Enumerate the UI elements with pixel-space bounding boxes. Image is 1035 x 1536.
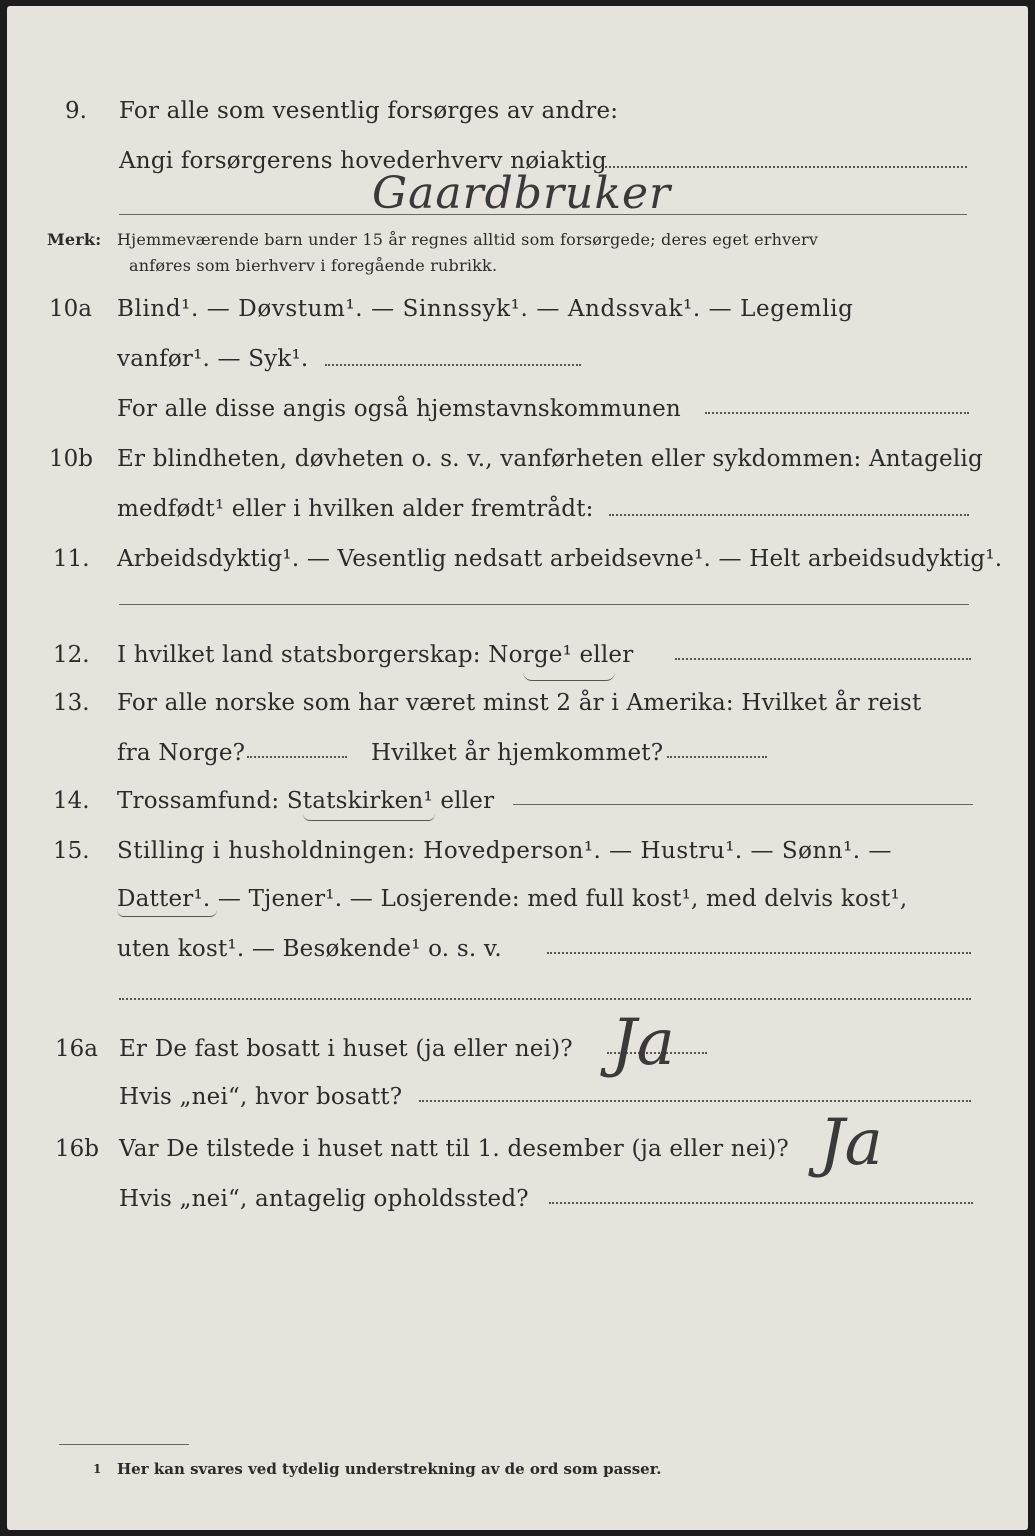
q9-answer-line [119, 214, 967, 215]
q16b-handwritten-answer: Ja [819, 1106, 883, 1180]
q16b-line1: Var De tilstede i huset natt til 1. desember (ja eller nei)? [119, 1136, 789, 1162]
q9-text: For alle som vesentlig forsørges av andre: [119, 98, 619, 124]
q10a-line2: vanfør¹. — Syk¹. [117, 346, 309, 372]
q10a-dotted-line [325, 364, 581, 366]
q16a-number: 16a [55, 1036, 98, 1062]
q9-handwritten-answer: Gaardbruker [372, 168, 672, 219]
q12-dotted-line [675, 658, 971, 660]
q15-number: 15. [53, 838, 90, 864]
q13-line1: For alle norske som har været minst 2 år i Amerika: Hvilket år reist [117, 690, 922, 716]
footnote-mark: 1 [93, 1462, 102, 1476]
q10b-dotted-line [609, 514, 969, 516]
q15-underline-mark [117, 910, 217, 917]
merk-line2: anføres som bierhverv i foregående rubrikk. [129, 256, 498, 275]
q13-departure-line [247, 756, 347, 758]
q12-number: 12. [53, 642, 90, 668]
q11-line1: Arbeidsdyktig¹. — Vesentlig nedsatt arbeidsevne¹. — Helt arbeidsudyktig¹. [117, 546, 1003, 572]
q11-number: 11. [53, 546, 90, 572]
q14-line1: Trossamfund: Statskirken¹ eller [117, 788, 495, 814]
q13-line2a: fra Norge? [117, 740, 246, 766]
q10b-number: 10b [49, 446, 93, 472]
q10b-line1: Er blindheten, døvheten o. s. v., vanførheten eller sykdommen: Antagelig [117, 446, 983, 472]
q15-line3: uten kost¹. — Besøkende¹ o. s. v. [117, 936, 502, 962]
q10a-line3: For alle disse angis også hjemstavnskommunen [117, 396, 681, 422]
q9-number: 9. [65, 98, 87, 124]
q15-dotted-line [547, 952, 971, 954]
footnote-rule [59, 1444, 189, 1445]
q10b-line2: medfødt¹ eller i hvilken alder fremtrådt: [117, 496, 594, 522]
merk-line1: Hjemmeværende barn under 15 år regnes alltid som forsørgede; deres eget erhverv [117, 230, 819, 249]
q16a-handwritten-answer: Ja [611, 1006, 675, 1080]
q15-line2: Datter¹. — Tjener¹. — Losjerende: med full kost¹, med delvis kost¹, [117, 886, 908, 912]
q13-return-line [667, 756, 767, 758]
q11-answer-line [119, 604, 969, 605]
q16a-residence-line [419, 1100, 971, 1102]
q15-extra-line [119, 998, 971, 1000]
q14-answer-line [513, 804, 973, 805]
q13-line2b: Hvilket år hjemkommet? [371, 740, 664, 766]
q12-underline-mark [523, 672, 615, 681]
q12-line1: I hvilket land statsborgerskap: Norge¹ eller [117, 642, 634, 668]
q14-underline-mark [303, 814, 435, 821]
q10a-line1: Blind¹. — Døvstum¹. — Sinnssyk¹. — Andssvak¹. — Legemlig [117, 296, 854, 322]
q16a-line2: Hvis „nei“, hvor bosatt? [119, 1084, 403, 1110]
q16b-number: 16b [55, 1136, 99, 1162]
q14-number: 14. [53, 788, 90, 814]
q13-number: 13. [53, 690, 90, 716]
q10a-number: 10a [49, 296, 92, 322]
q9-prompt: Angi forsørgerens hovederhverv nøiaktig [119, 148, 607, 174]
q15-line1: Stilling i husholdningen: Hovedperson¹. — Hustru¹. — Sønn¹. — [117, 838, 892, 864]
q16a-line1: Er De fast bosatt i huset (ja eller nei)? [119, 1036, 573, 1062]
merk-label: Merk: [47, 230, 102, 249]
census-form-page [7, 6, 1028, 1530]
q16b-location-line [549, 1202, 973, 1204]
q10a-hometown-line [705, 412, 969, 414]
q16b-line2: Hvis „nei“, antagelig opholdssted? [119, 1186, 529, 1212]
footnote-text: Her kan svares ved tydelig understrekning av de ord som passer. [117, 1460, 662, 1478]
